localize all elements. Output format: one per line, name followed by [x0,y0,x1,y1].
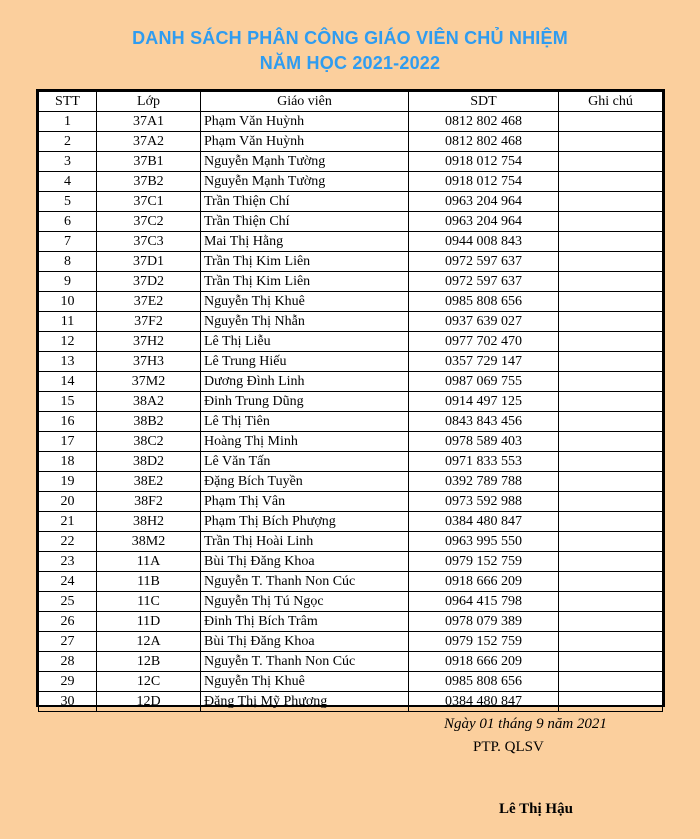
column-header-notes: Ghi chú [559,92,663,112]
cell-teacher: Bùi Thị Đăng Khoa [201,552,409,572]
cell-notes [559,652,663,672]
cell-class: 38D2 [97,452,201,472]
cell-class: 37C1 [97,192,201,212]
table-row [39,532,663,552]
cell-phone: 0985 808 656 [409,292,559,312]
cell-phone: 0914 497 125 [409,392,559,412]
cell-stt: 18 [39,452,97,472]
cell-teacher: Lê Thị Liễu [201,332,409,352]
assignment-table-sheet [36,89,665,707]
cell-notes [559,692,663,712]
cell-class: 37F2 [97,312,201,332]
cell-teacher: Lê Văn Tấn [201,452,409,472]
cell-notes [559,332,663,352]
cell-stt: 17 [39,432,97,452]
cell-phone: 0918 666 209 [409,652,559,672]
cell-stt: 25 [39,592,97,612]
cell-teacher: Nguyễn Thị Nhẫn [201,312,409,332]
cell-phone: 0971 833 553 [409,452,559,472]
cell-stt: 13 [39,352,97,372]
cell-class: 37B1 [97,152,201,172]
cell-phone: 0978 589 403 [409,432,559,452]
table-row [39,172,663,192]
cell-notes [559,412,663,432]
cell-phone: 0979 152 759 [409,632,559,652]
table-row [39,292,663,312]
cell-class: 38M2 [97,532,201,552]
cell-stt: 4 [39,172,97,192]
cell-notes [559,672,663,692]
cell-teacher: Phạm Thị Bích Phượng [201,512,409,532]
column-header-class: Lớp [97,92,201,112]
cell-stt: 8 [39,252,97,272]
cell-phone: 0978 079 389 [409,612,559,632]
table-row [39,612,663,632]
cell-class: 12B [97,652,201,672]
cell-phone: 0964 415 798 [409,592,559,612]
cell-teacher: Đinh Trung Dũng [201,392,409,412]
cell-stt: 24 [39,572,97,592]
cell-teacher: Đặng Bích Tuyền [201,472,409,492]
cell-class: 11A [97,552,201,572]
cell-notes [559,352,663,372]
table-row [39,652,663,672]
cell-stt: 23 [39,552,97,572]
cell-class: 37E2 [97,292,201,312]
table-row [39,572,663,592]
cell-stt: 26 [39,612,97,632]
cell-teacher: Trần Thị Kim Liên [201,252,409,272]
table-row [39,392,663,412]
cell-notes [559,472,663,492]
cell-phone: 0977 702 470 [409,332,559,352]
cell-teacher: Phạm Thị Vân [201,492,409,512]
cell-notes [559,272,663,292]
cell-phone: 0384 480 847 [409,692,559,712]
cell-phone: 0963 204 964 [409,192,559,212]
cell-notes [559,192,663,212]
cell-teacher: Đinh Thị Bích Trâm [201,612,409,632]
cell-notes [559,172,663,192]
cell-teacher: Hoàng Thị Minh [201,432,409,452]
cell-phone: 0392 789 788 [409,472,559,492]
table-row [39,492,663,512]
table-row [39,312,663,332]
table-row [39,592,663,612]
cell-notes [559,392,663,412]
cell-stt: 7 [39,232,97,252]
cell-notes [559,112,663,132]
cell-phone: 0937 639 027 [409,312,559,332]
document-title: DANH SÁCH PHÂN CÔNG GIÁO VIÊN CHỦ NHIỆM [132,28,568,48]
cell-phone: 0979 152 759 [409,552,559,572]
table-header-row [39,92,663,112]
cell-phone: 0918 012 754 [409,152,559,172]
assignment-table [38,91,663,712]
cell-stt: 27 [39,632,97,652]
cell-teacher: Nguyễn Mạnh Tường [201,172,409,192]
cell-class: 12A [97,632,201,652]
cell-teacher: Trần Thị Hoài Linh [201,532,409,552]
table-row [39,232,663,252]
cell-notes [559,152,663,172]
cell-teacher: Trần Thiện Chí [201,192,409,212]
cell-teacher: Nguyễn Thị Khuê [201,292,409,312]
cell-teacher: Đặng Thị Mỹ Phương [201,692,409,712]
cell-phone: 0843 843 456 [409,412,559,432]
table-row [39,212,663,232]
table-row [39,192,663,212]
table-row [39,272,663,292]
cell-phone: 0987 069 755 [409,372,559,392]
cell-notes [559,512,663,532]
cell-class: 11D [97,612,201,632]
table-row [39,352,663,372]
cell-phone: 0384 480 847 [409,512,559,532]
cell-notes [559,372,663,392]
cell-teacher: Trần Thị Kim Liên [201,272,409,292]
table-row [39,332,663,352]
cell-phone: 0918 666 209 [409,572,559,592]
cell-notes [559,452,663,472]
cell-teacher: Trần Thiện Chí [201,212,409,232]
cell-stt: 9 [39,272,97,292]
cell-notes [559,432,663,452]
cell-stt: 2 [39,132,97,152]
cell-stt: 16 [39,412,97,432]
cell-class: 38E2 [97,472,201,492]
cell-phone: 0985 808 656 [409,672,559,692]
cell-phone: 0963 995 550 [409,532,559,552]
cell-stt: 20 [39,492,97,512]
cell-notes [559,552,663,572]
cell-class: 38C2 [97,432,201,452]
cell-teacher: Phạm Văn Huỳnh [201,132,409,152]
cell-stt: 6 [39,212,97,232]
table-row [39,472,663,492]
signer-title: PTP. QLSV [473,739,544,755]
cell-teacher: Nguyễn T. Thanh Non Cúc [201,652,409,672]
cell-teacher: Bùi Thị Đăng Khoa [201,632,409,652]
cell-phone: 0972 597 637 [409,252,559,272]
signer-name: Lê Thị Hậu [499,801,573,817]
cell-teacher: Phạm Văn Huỳnh [201,112,409,132]
cell-phone: 0973 592 988 [409,492,559,512]
cell-class: 37C2 [97,212,201,232]
table-row [39,452,663,472]
column-header-stt: STT [39,92,97,112]
cell-class: 37B2 [97,172,201,192]
cell-phone: 0812 802 468 [409,132,559,152]
table-row [39,132,663,152]
cell-stt: 10 [39,292,97,312]
cell-notes [559,132,663,152]
cell-class: 37H2 [97,332,201,352]
cell-class: 37H3 [97,352,201,372]
cell-class: 38F2 [97,492,201,512]
cell-stt: 21 [39,512,97,532]
cell-notes [559,492,663,512]
cell-stt: 1 [39,112,97,132]
table-row [39,672,663,692]
cell-stt: 30 [39,692,97,712]
table-row [39,152,663,172]
cell-teacher: Mai Thị Hằng [201,232,409,252]
cell-class: 12C [97,672,201,692]
cell-class: 37C3 [97,232,201,252]
cell-class: 38B2 [97,412,201,432]
cell-teacher: Lê Thị Tiên [201,412,409,432]
table-row [39,372,663,392]
table-row [39,432,663,452]
cell-teacher: Nguyễn Thị Khuê [201,672,409,692]
signing-date: Ngày 01 tháng 9 năm 2021 [444,716,607,732]
cell-teacher: Lê Trung Hiếu [201,352,409,372]
cell-notes [559,232,663,252]
cell-stt: 19 [39,472,97,492]
cell-phone: 0944 008 843 [409,232,559,252]
cell-stt: 28 [39,652,97,672]
cell-notes [559,252,663,272]
cell-notes [559,292,663,312]
cell-stt: 22 [39,532,97,552]
cell-notes [559,632,663,652]
table-row [39,512,663,532]
cell-class: 38A2 [97,392,201,412]
table-row [39,552,663,572]
cell-class: 38H2 [97,512,201,532]
cell-phone: 0357 729 147 [409,352,559,372]
table-row [39,112,663,132]
cell-class: 37M2 [97,372,201,392]
cell-class: 12D [97,692,201,712]
cell-stt: 11 [39,312,97,332]
cell-teacher: Nguyễn T. Thanh Non Cúc [201,572,409,592]
cell-class: 37D1 [97,252,201,272]
cell-class: 11B [97,572,201,592]
cell-stt: 3 [39,152,97,172]
table-row [39,632,663,652]
cell-class: 37A2 [97,132,201,152]
column-header-teacher: Giáo viên [201,92,409,112]
cell-stt: 14 [39,372,97,392]
table-row [39,252,663,272]
cell-phone: 0918 012 754 [409,172,559,192]
table-row [39,692,663,712]
school-year-title: NĂM HỌC 2021-2022 [259,53,441,73]
cell-notes [559,592,663,612]
column-header-phone: SDT [409,92,559,112]
cell-notes [559,612,663,632]
cell-stt: 5 [39,192,97,212]
cell-phone: 0963 204 964 [409,212,559,232]
cell-phone: 0812 802 468 [409,112,559,132]
cell-class: 37D2 [97,272,201,292]
cell-stt: 29 [39,672,97,692]
cell-class: 37A1 [97,112,201,132]
cell-notes [559,312,663,332]
cell-teacher: Nguyễn Mạnh Tường [201,152,409,172]
cell-notes [559,212,663,232]
cell-stt: 12 [39,332,97,352]
cell-phone: 0972 597 637 [409,272,559,292]
cell-teacher: Nguyễn Thị Tú Ngọc [201,592,409,612]
table-row [39,412,663,432]
cell-teacher: Dương Đình Linh [201,372,409,392]
cell-notes [559,572,663,592]
cell-class: 11C [97,592,201,612]
cell-notes [559,532,663,552]
cell-stt: 15 [39,392,97,412]
